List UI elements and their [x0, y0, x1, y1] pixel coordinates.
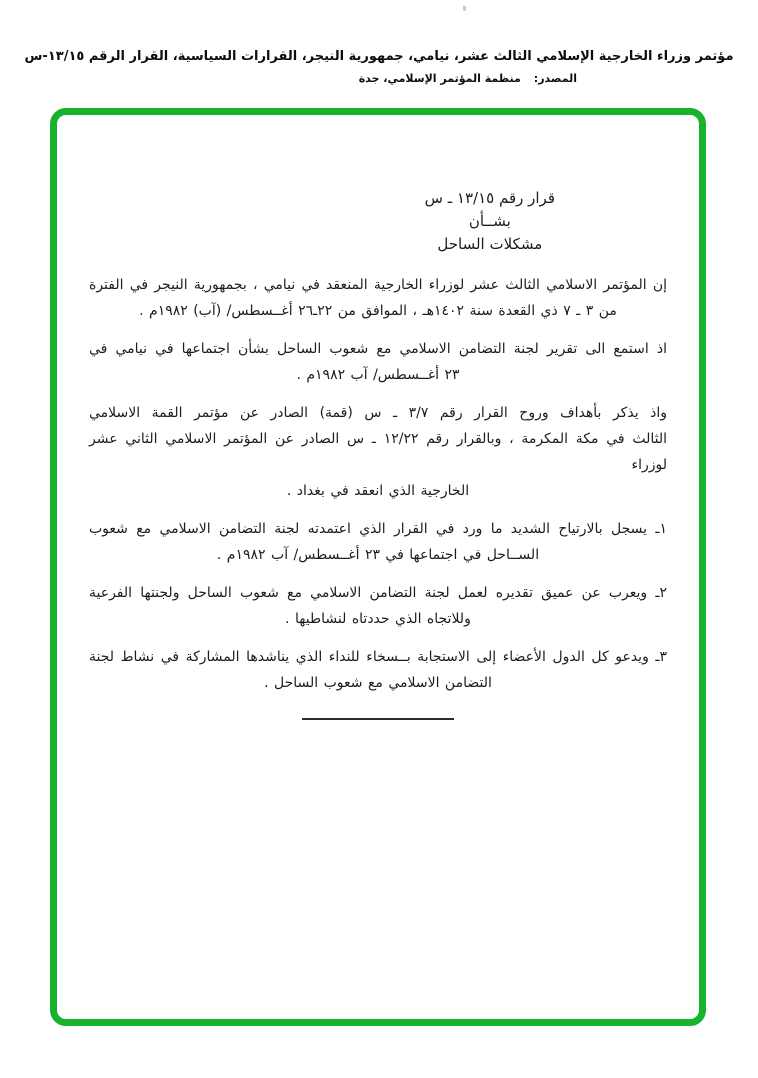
scan-speck	[463, 6, 466, 11]
text-line: ٢٣ أغــسطس/ آب ١٩٨٢م .	[296, 367, 460, 383]
text-line: ١ـ يسجل بالارتياح الشديد ما ورد في القرار الذي اعتمدته لجنة التضامن الاسلامي مع شعوب	[89, 521, 667, 537]
text-line: إن المؤتمر الاسلامي الثالث عشر لوزراء الخارجية المنعقد في نيامي ، بجمهورية النيجر في الفترة	[89, 277, 667, 293]
paragraph	[89, 516, 667, 568]
resolution-frame	[50, 108, 706, 1026]
paragraph	[89, 272, 667, 324]
text-line: اذ استمع الى تقرير لجنة التضامن الاسلامي مع شعوب الساحل بشأن اجتماعها في نيامي في	[89, 341, 667, 357]
text-line: الخارجية الذي انعقد في بغداد .	[286, 483, 470, 499]
paragraph	[89, 644, 667, 696]
title-line-subject: مشكلات الساحل	[437, 235, 543, 253]
paragraph	[89, 336, 667, 388]
text-line: وللاتجاه الذي حددتاه لنشاطيها .	[285, 611, 471, 627]
paragraph	[89, 400, 667, 504]
source-line	[0, 72, 758, 85]
resolution-title	[425, 187, 555, 256]
title-line-regarding: بشــأن	[468, 212, 511, 230]
text-line: واذ يذكر بأهداف وروح القرار رقم ٣/٧ ـ س (قمة) الصادر عن مؤتمر القمة الاسلامي	[89, 405, 667, 421]
text-line: ٣ـ ويدعو كل الدول الأعضاء إلى الاستجابة بــسخاء للنداء الذي يناشدها المشاركة في نشاط لجنة	[89, 649, 667, 665]
text-line: الثالث في مكة المكرمة ، وبالقرار رقم ١٢/٢٢ ـ س الصادر عن المؤتمر الاسلامي الثاني عشر لوزراء	[89, 431, 667, 473]
paragraph	[89, 580, 667, 632]
title-line-number: قرار رقم ١٣/١٥ ـ س	[424, 189, 555, 207]
page-header-line: مؤتمر وزراء الخارجية الإسلامي الثالث عشر، نيامي، جمهورية النيجر، القرارات السياسية، القرار الرقم ١٣/١٥-س	[24, 49, 734, 64]
text-line: ٢ـ ويعرب عن عميق تقديره لعمل لجنة التضامن الاسلامي مع شعوب الساحل ولجنتها الفرعية	[89, 585, 667, 601]
text-line: الســاحل في اجتماعها في ٢٣ أغــسطس/ آب ١٩٨٢م .	[216, 547, 540, 563]
document-body	[89, 272, 667, 696]
text-line: التضامن الاسلامي مع شعوب الساحل .	[264, 675, 492, 691]
resolution-document	[57, 115, 699, 720]
source-value: منظمة المؤتمر الإسلامي، جدة	[358, 72, 521, 85]
source-label: المصدر:	[533, 72, 577, 85]
text-line: من ٣ ـ ٧ ذي القعدة سنة ١٤٠٢هـ ، الموافق من ٢٢ـ٢٦ أغــسطس/ (آب) ١٩٨٢م .	[139, 303, 617, 319]
end-rule	[302, 718, 454, 720]
